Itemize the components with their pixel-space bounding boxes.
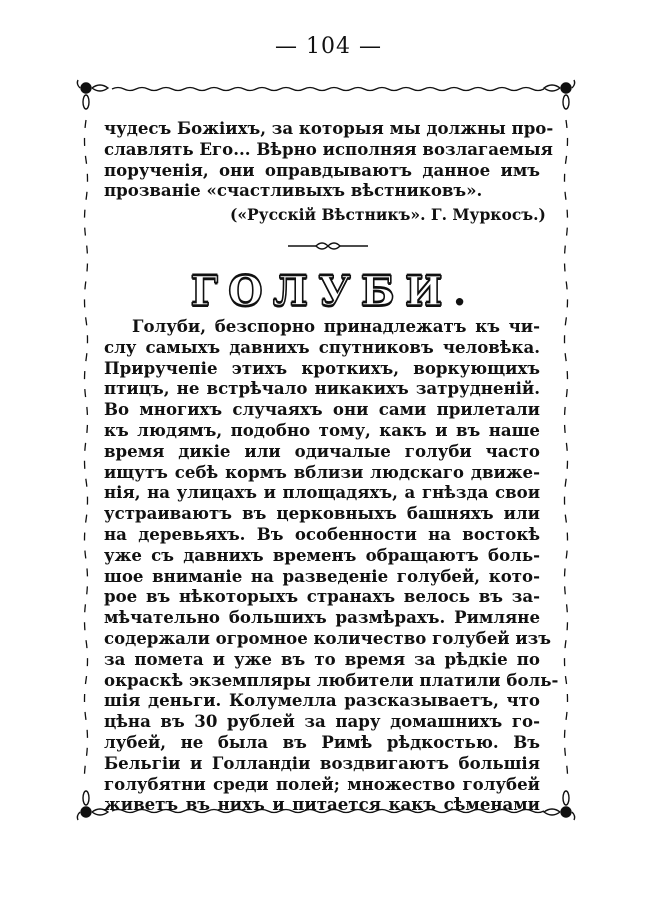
- body-line: содержали огромное количество голубей изъ: [104, 627, 551, 648]
- body-line: къ людямъ, подобно тому, какъ и въ наше: [104, 419, 540, 440]
- body-line: устраиваютъ въ церковныхъ башняхъ или: [104, 503, 540, 524]
- corner-ornament-bottom-right: [544, 791, 575, 820]
- intro-line: славлять Его... Вѣрно исполняя возлагаемыя: [104, 138, 553, 159]
- body-line: за помета и уже въ то время за рѣдкіе по: [104, 648, 540, 669]
- corner-ornament-top-right: [544, 80, 575, 109]
- body-line: живетъ въ нихъ и питается какъ сѣменами: [104, 794, 540, 815]
- intro-line: чудесъ Божіихъ, за которыя мы должны про-: [104, 118, 554, 138]
- body-line: уже съ давнихъ временъ обращаютъ боль-: [104, 544, 540, 565]
- chapter-title: ГОЛУБИ: [190, 268, 453, 315]
- body-line: голубятни среди полей; множество голубей: [104, 773, 540, 794]
- chapter-title-period: .: [452, 268, 467, 315]
- body-line: нія, на улицахъ и площадяхъ, а гнѣзда свои: [104, 482, 540, 503]
- body-line: лубей, не была въ Римѣ рѣдкостью. Въ: [104, 731, 540, 752]
- left-border-line: [85, 120, 88, 780]
- body-line: окраскѣ экземпляры любители платили боль-: [104, 669, 559, 690]
- corner-ornament-top-left: [77, 80, 108, 109]
- body-line: на деревьяхъ. Въ особенности на востокѣ: [104, 523, 540, 544]
- body-line: слу самыхъ давнихъ спутниковъ человѣка.: [104, 336, 540, 357]
- body-line: Во многихъ случаяхъ они сами прилетали: [104, 399, 540, 420]
- body-line: шое вниманіе на разведеніе голубей, кото-: [104, 565, 540, 586]
- body-line: шія деньги. Колумелла разсказываетъ, что: [104, 690, 540, 711]
- body-line: птицъ, не встрѣчало никакихъ затрудненій.: [104, 378, 540, 399]
- body-line: мѣчательно большихъ размѣрахъ. Римляне: [104, 607, 540, 628]
- top-border-line: [112, 88, 544, 91]
- body-line: цѣна въ 30 рублей за пару домашнихъ го-: [104, 711, 540, 732]
- page-number: — 104 —: [275, 34, 382, 59]
- intro-line: прозваніе «счастливыхъ вѣстниковъ».: [104, 180, 483, 201]
- attribution: («Русскій Вѣстникъ». Г. Муркосъ.): [230, 205, 546, 224]
- body-line: Голуби, безспорно принадлежатъ къ чи-: [132, 316, 540, 336]
- body-paragraph: [104, 316, 559, 815]
- body-line: Приручепіе этихъ кроткихъ, воркующихъ: [104, 357, 540, 378]
- chapter-heading: [0, 268, 657, 315]
- intro-line: порученія, они оправдываютъ данное имъ: [104, 159, 540, 180]
- body-line: время дикіе или одичалые голуби часто: [104, 440, 540, 461]
- section-divider-ornament: [286, 238, 370, 254]
- right-border-line: [565, 120, 568, 780]
- body-line: рое въ нѣкоторыхъ странахъ велось въ за-: [104, 586, 540, 607]
- body-line: Бельгіи и Голландіи воздвигаютъ большія: [104, 752, 540, 773]
- body-line: ищутъ себѣ кормъ вблизи людскаго движе-: [104, 461, 540, 482]
- intro-paragraph: [104, 118, 554, 201]
